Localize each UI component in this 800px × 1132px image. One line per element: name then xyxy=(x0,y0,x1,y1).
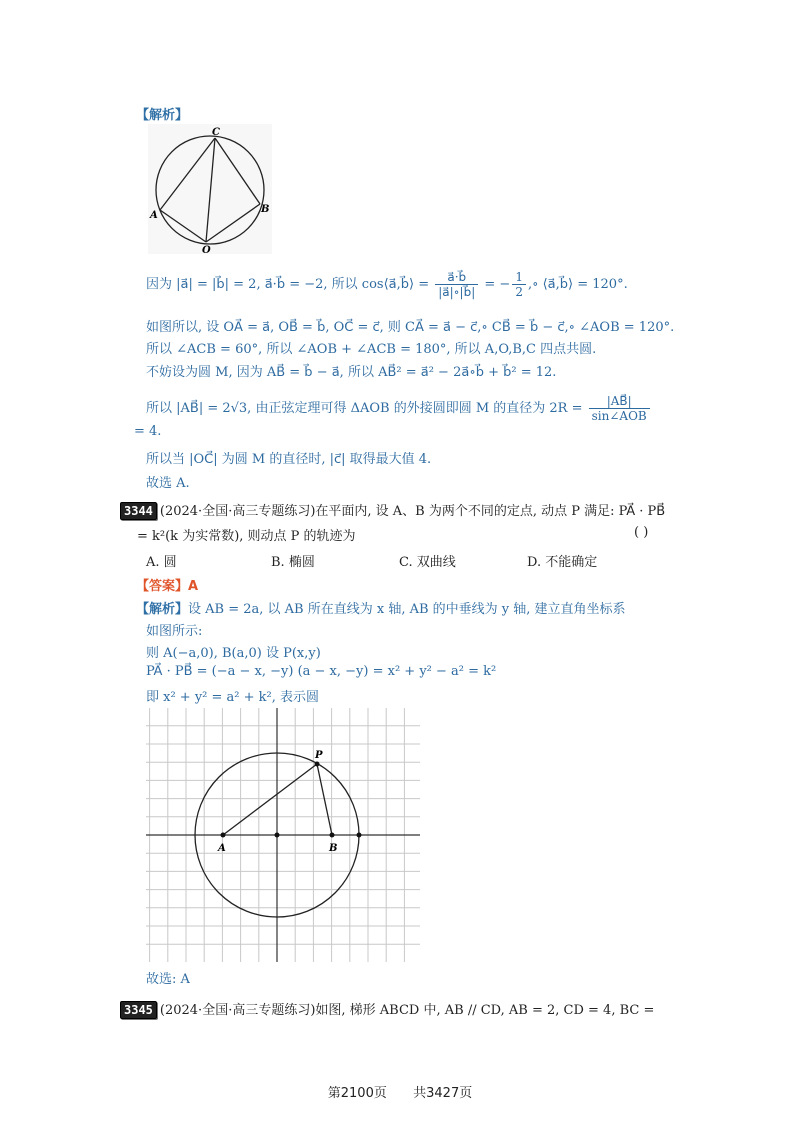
question-3344-stem-line-2: = k²(k 为实常数), 则动点 P 的轨迹为 xyxy=(137,529,356,544)
coordinate-grid-circle-figure xyxy=(146,708,420,962)
label-p: P xyxy=(315,750,323,761)
option-d: D. 不能确定 xyxy=(527,555,598,570)
analysis-tag: 【解析】 xyxy=(136,108,189,123)
answer-line: 【答案】A xyxy=(136,579,199,594)
total-pages: 共3427页 xyxy=(413,1086,473,1101)
analysis-line-8: 故选 A. xyxy=(146,476,190,491)
analysis-line-1: 因为 |a⃗| = |b⃗| = 2, a⃗·b⃗ = −2, 所以 cos⟨a⃗,b⃗⟩ = $\frac{a⃗\cdot b⃗}{|a⃗|\circ|b⃗|}$ = − $\frac{1}{2}$ ,∘ ⟨a⃗,b⃗⟩ = 120°. xyxy=(146,270,628,299)
page-footer xyxy=(0,1082,800,1101)
analysis-3344-line-5: 即 x² + y² = a² + k², 表示圆 xyxy=(146,690,320,705)
label-a: A xyxy=(218,843,226,854)
option-a: A. 圆 xyxy=(146,555,177,570)
analysis-3344-line-3: 则 A(−a,0), B(a,0) 设 P(x,y) xyxy=(146,646,321,661)
analysis-line-4: 不妨设为圆 M, 因为 AB⃗ = b⃗ − a⃗, 所以 AB⃗² = a⃗² − 2a⃗∘b⃗ + b⃗² = 12. xyxy=(146,365,557,380)
label-b: B xyxy=(329,843,338,854)
analysis-line-5: 所以 |AB⃗| = 2√3, 由正弦定理可得 ΔAOB 的外接圆即圆 M 的直径为 2R = $\frac{|AB⃗|}{\text{sin∠AOB}}$ xyxy=(146,394,652,423)
label-a: A xyxy=(150,210,158,221)
page-number: 第2100页 xyxy=(327,1086,387,1101)
option-b: B. 椭圆 xyxy=(271,555,315,570)
label-b: B xyxy=(261,204,270,215)
question-number: 3345 xyxy=(120,1001,157,1019)
analysis-3344-line-4: PA⃗ · PB⃗ = (−a − x, −y) (a − x, −y) = x² + y² − a² = k² xyxy=(146,664,497,679)
question-number: 3344 xyxy=(120,502,157,520)
analysis-3344-line-1: 【解析】设 AB = 2a, 以 AB 所在直线为 x 轴, AB 的中垂线为 y 轴, 建立直角坐标系 xyxy=(136,602,626,617)
label-c: C xyxy=(212,127,220,138)
analysis-line-2: 如图所以, 设 OA⃗ = a⃗, OB⃗ = b⃗, OC⃗ = c⃗, 则 CA⃗ = a⃗ − c⃗,∘ CB⃗ = b⃗ − c⃗,∘ ∠AOB = 120°. xyxy=(146,320,675,335)
analysis-line-7: 所以当 |OC⃗| 为圆 M 的直径时, |c⃗| 取得最大值 4. xyxy=(146,452,432,467)
answer-paren: ( ) xyxy=(634,525,649,540)
analysis-3344-line-2: 如图所示: xyxy=(146,624,203,639)
question-3344-stem: 3344 (2024·全国·高三专题练习)在平面内, 设 A、B 为两个不同的定点, 动点 P 满足: PA⃗ · PB⃗ xyxy=(120,500,665,520)
analysis-line-3: 所以 ∠ACB = 60°, 所以 ∠AOB + ∠ACB = 180°, 所以 A,O,B,C 四点共圆. xyxy=(146,342,597,357)
option-c: C. 双曲线 xyxy=(399,555,456,570)
analysis-3344-conclusion: 故选: A xyxy=(146,972,190,987)
circle-quadrilateral-figure xyxy=(148,124,272,254)
label-o: O xyxy=(202,245,211,254)
question-3345-stem: 3345 (2024·全国·高三专题练习)如图, 梯形 ABCD 中, AB // CD, AB = 2, CD = 4, BC = xyxy=(120,999,654,1019)
analysis-line-6: = 4. xyxy=(134,424,162,439)
